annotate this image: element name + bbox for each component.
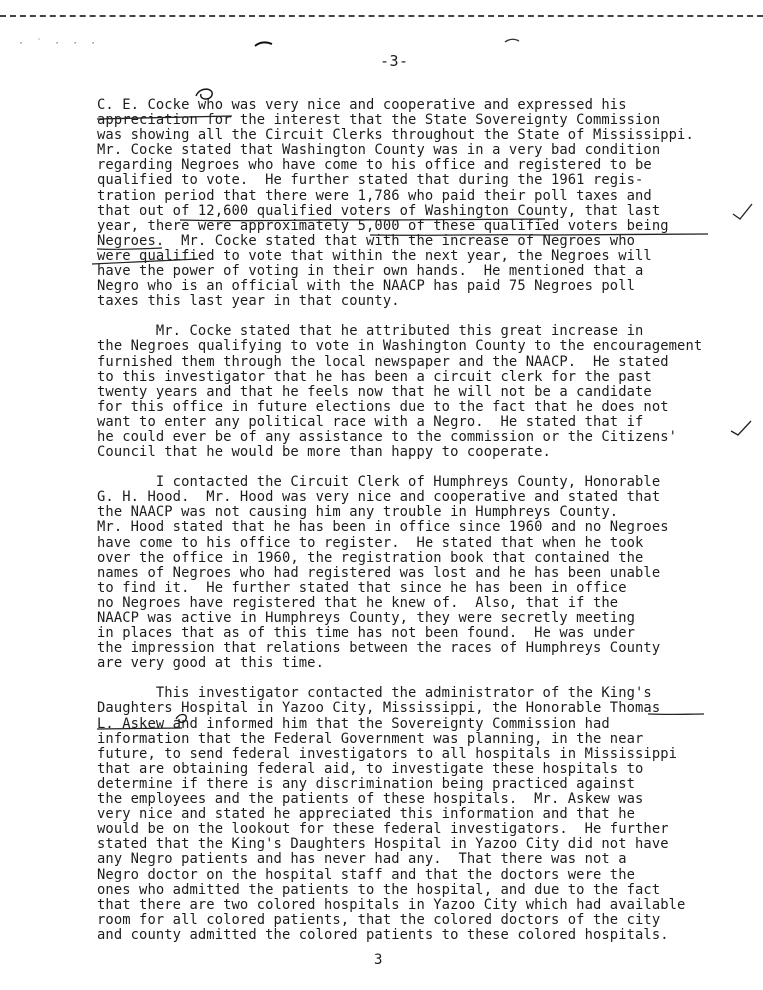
text-line: information that the Federal Government was planning, in the near	[97, 730, 644, 747]
text-line: taxes this last year in that county.	[97, 293, 400, 310]
text-line: ones who admitted the patients to the hospital, and due to the fact	[97, 881, 661, 898]
text-line: any Negro patients and has never had any. That there was not a	[97, 851, 627, 868]
text-line: year, there were approximately 5,000 of these qualified voters being	[97, 217, 669, 234]
text-line: the Negroes qualifying to vote in Washington County to the encouragement	[97, 338, 703, 355]
text-line: I contacted the Circuit Clerk of Humphreys County, Honorable	[97, 474, 661, 491]
text-line: Negroes. Mr. Cocke stated that with the increase of Negroes who	[97, 232, 636, 249]
text-line: the NAACP was not causing him any trouble in Humphreys County.	[97, 504, 619, 521]
text-line: qualified to vote. He further stated that during the 1961 regis-	[97, 172, 644, 189]
text-line: tration period that there were 1,786 who paid their poll taxes and	[97, 187, 652, 204]
text-line: Negro doctor on the hospital staff and that the doctors were the	[97, 866, 636, 883]
text-line: that out of 12,600 qualified voters of Washington County, that last	[97, 202, 661, 219]
text-line: would be on the lookout for these federal investigators. He further	[97, 821, 669, 838]
pen-caret-mark	[505, 39, 519, 42]
paragraph-hood	[97, 475, 747, 671]
text-line: appreciation for the interest that the State Sovereignty Commission	[97, 112, 661, 129]
text-line: NAACP was active in Humphreys County, they were secretly meeting	[97, 610, 636, 626]
paragraph-askew	[97, 686, 747, 943]
text-line: over the office in 1960, the registration book that contained the	[97, 549, 644, 566]
text-line: twenty years and that he feels now that he will not be a candidate	[97, 383, 652, 400]
text-line: are very good at this time.	[97, 655, 324, 672]
text-line: Mr. Cocke stated that Washington County was in a very bad condition	[97, 142, 661, 159]
text-line: C. E. Cocke who was very nice and cooperative and expressed his	[97, 97, 627, 113]
text-line: were qualified to vote that within the next year, the Negroes will	[97, 247, 652, 264]
text-line: and county admitted the colored patients to these colored hospitals.	[97, 926, 669, 943]
scan-specks: · ˙ · · ·	[18, 38, 100, 49]
text-line: determine if there is any discrimination being practiced against	[97, 775, 636, 792]
text-line: want to enter any political race with a Negro. He stated that if	[97, 413, 644, 430]
paragraph-cocke-1	[97, 98, 747, 309]
pen-caret-mark	[255, 42, 272, 46]
text-line: Mr. Cocke stated that he attributed this great increase in	[97, 323, 644, 340]
text-line: G. H. Hood. Mr. Hood was very nice and cooperative and stated that	[97, 489, 661, 506]
text-line: was showing all the Circuit Clerks throughout the State of Mississippi.	[97, 127, 694, 144]
text-line: no Negroes have registered that he knew of. Also, that if the	[97, 594, 619, 611]
text-line: he could ever be of any assistance to the commission or the Citizens'	[97, 428, 678, 445]
page-marker: -3-	[380, 52, 409, 70]
text-line: names of Negroes who had registered was lost and he has been unable	[97, 564, 661, 581]
text-line: L. Askew and informed him that the Sovereignty Commission had	[97, 715, 610, 732]
text-line: the employees and the patients of these hospitals. Mr. Askew was	[97, 791, 644, 808]
text-line: that are obtaining federal aid, to investigate these hospitals to	[97, 760, 644, 777]
text-line: the impression that relations between the races of Humphreys County	[97, 640, 661, 657]
text-line: future, to send federal investigators to all hospitals in Mississippi	[97, 745, 678, 762]
text-line: room for all colored patients, that the colored doctors of the city	[97, 911, 661, 928]
text-line: Council that he would be more than happy to cooperate.	[97, 444, 551, 461]
text-line: have the power of voting in their own hands. He mentioned that a	[97, 263, 644, 280]
text-line: This investigator contacted the administrator of the King's	[97, 685, 652, 702]
text-line: in places that as of this time has not been found. He was under	[97, 625, 636, 642]
text-line: have come to his office to register. He stated that when he took	[97, 534, 644, 551]
text-line: for this office in future elections due to the fact that he does not	[97, 398, 669, 415]
page-number: 3	[374, 952, 383, 968]
text-line: to this investigator that he has been a circuit clerk for the past	[97, 368, 652, 385]
text-line: regarding Negroes who have come to his office and registered to be	[97, 157, 652, 174]
text-line: stated that the King's Daughters Hospital in Yazoo City did not have	[97, 836, 669, 853]
text-line: very nice and stated he appreciated this information and that he	[97, 806, 636, 823]
text-line: Negro who is an official with the NAACP has paid 75 Negroes poll	[97, 278, 636, 295]
torn-edge-rule	[0, 15, 763, 17]
text-line: Mr. Hood stated that he has been in office since 1960 and no Negroes	[97, 519, 669, 536]
letter-body	[97, 98, 747, 958]
text-line: that there are two colored hospitals in Yazoo City which had available	[97, 896, 686, 913]
text-line: Daughters Hospital in Yazoo City, Mississippi, the Honorable Thomas	[97, 700, 661, 717]
text-line: furnished them through the local newspaper and the NAACP. He stated	[97, 353, 669, 370]
paragraph-cocke-2	[97, 324, 747, 460]
text-line: to find it. He further stated that since he has been in office	[97, 579, 627, 596]
